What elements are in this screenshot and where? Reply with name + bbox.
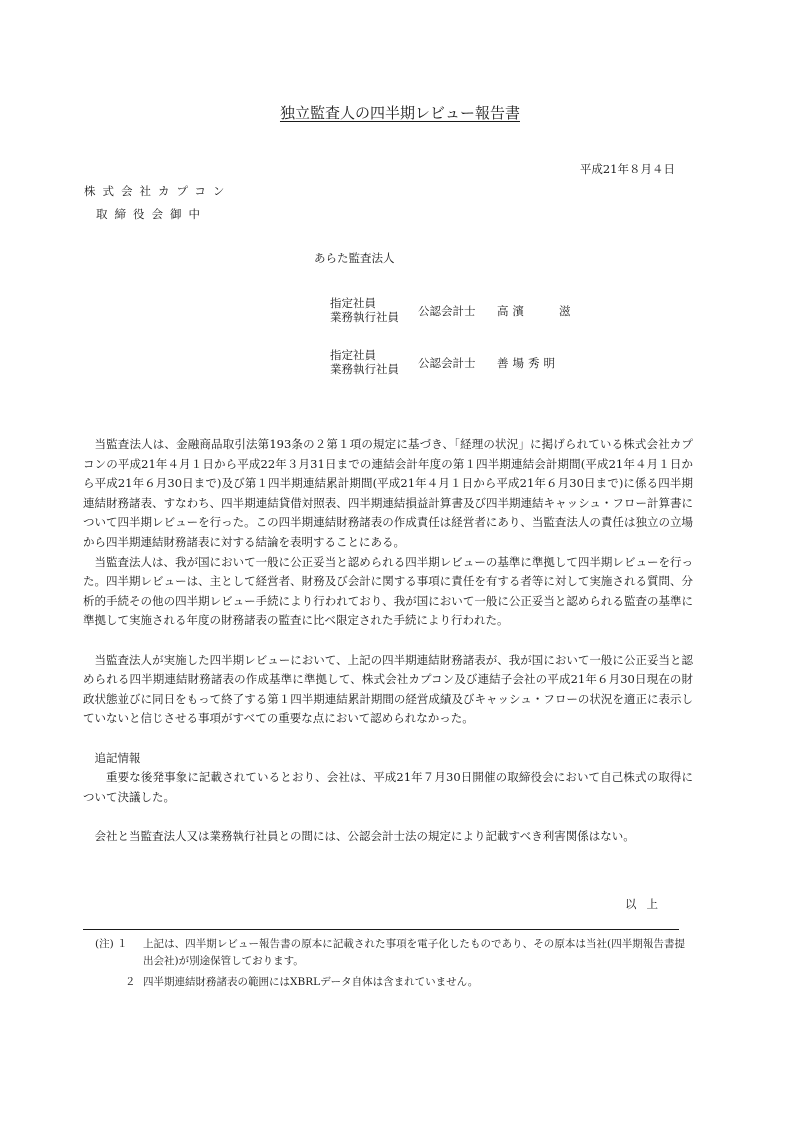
signatory-title: 公認会計士 [418, 356, 476, 370]
addressee-board: 取締役会御中 [96, 207, 207, 221]
signatory-name: 善場秀明 [497, 356, 559, 370]
supplementary-heading: 追記情報 [94, 750, 141, 765]
signatory-role [330, 296, 399, 324]
addressee-company: 株式会社カプコン [84, 184, 232, 198]
signatory-role-line2: 業務執行社員 [330, 310, 399, 324]
footnote-text: 上記は、四半期レビュー報告書の原本に記載された事項を電子化したものであり、その原本は当社(四半期報告書提出会社)が別途保管しております。 [143, 938, 685, 967]
signatory-role-line1: 指定社員 [330, 348, 376, 362]
report-title: 独立監査人の四半期レビュー報告書 [279, 104, 520, 122]
signatory-name: 高濱 滋 [497, 304, 575, 318]
footnote-divider [83, 929, 679, 930]
audit-firm-name: あらた監査法人 [314, 251, 395, 265]
footnotes [95, 936, 685, 991]
interest-statement: 会社と当監査法人又は業務執行社員との間には、公認会計士法の規定により記載すべき利害関係はない。 [94, 828, 635, 843]
footnote-item [95, 974, 685, 991]
body-paragraph-conclusion: 当監査法人が実施した四半期レビューにおいて、上記の四半期連結財務諸表が、我が国において一般に公正妥当と認められる四半期連結財務諸表の作成基準に準拠して、株式会社カプコン及び連結子会社の平成21年６月30日現在の財政状態並びに同日をもって終了する第１四半期連結累計期間の経営成績及びキャッシュ・フローの状況を適正に表示していないと信じさせる事項がすべての重要な点において認められなかった。 [83, 652, 693, 726]
footnote-marker: (注) １ [95, 938, 128, 950]
signatory-role-line2: 業務執行社員 [330, 362, 399, 376]
body-paragraph-scope: 当監査法人は、金融商品取引法第193条の２第１項の規定に基づき、「経理の状況」に掲げられている株式会社カプコンの平成21年４月１日から平成22年３月31日までの連結会計年度の第１四半期連結会計期間(平成21年４月１日から平成21年６月30日まで)及び第１四半期連結累計期間(平成21年４月１日から平成21年６月30日まで)に係る四半期連結財務諸表、すなわち、四半期連結貸借対照表、四半期連結損益計算書及び四半期連結キャッシュ・フロー計算書について四半期レビューを行った。この四半期連結財務諸表の作成責任は経営者にあり、当監査法人の責任は独立の立場から四半期連結財務諸表に対する結論を表明することにある。 [83, 437, 693, 549]
report-body [83, 435, 693, 846]
report-date: 平成21年８月４日 [579, 162, 675, 176]
footnote-text: 四半期連結財務諸表の範囲にはXBRLデータ自体は含まれていません。 [143, 976, 479, 988]
body-paragraph-procedures: 当監査法人は、我が国において一般に公正妥当と認められる四半期レビューの基準に準拠して四半期レビューを行った。四半期レビューは、主として経営者、財務及び会計に関する事項に責任を有する者等に対して実施される質問、分析的手続その他の四半期レビュー手続により行われており、我が国において一般に公正妥当と認められる監査の基準に準拠して実施される年度の財務諸表の監査に比べ限定された手続により行われた。 [83, 554, 693, 628]
footnote-item [95, 936, 685, 970]
closing-mark: 以上 [625, 897, 668, 911]
signatory-role [330, 348, 399, 376]
footnote-marker: ２ [125, 976, 136, 988]
signatory-title: 公認会計士 [418, 304, 476, 318]
supplementary-text: 重要な後発事象に記載されているとおり、会社は、平成21年７月30日開催の取締役会において自己株式の取得について決議した。 [83, 770, 693, 804]
signatory-role-line1: 指定社員 [330, 296, 376, 310]
